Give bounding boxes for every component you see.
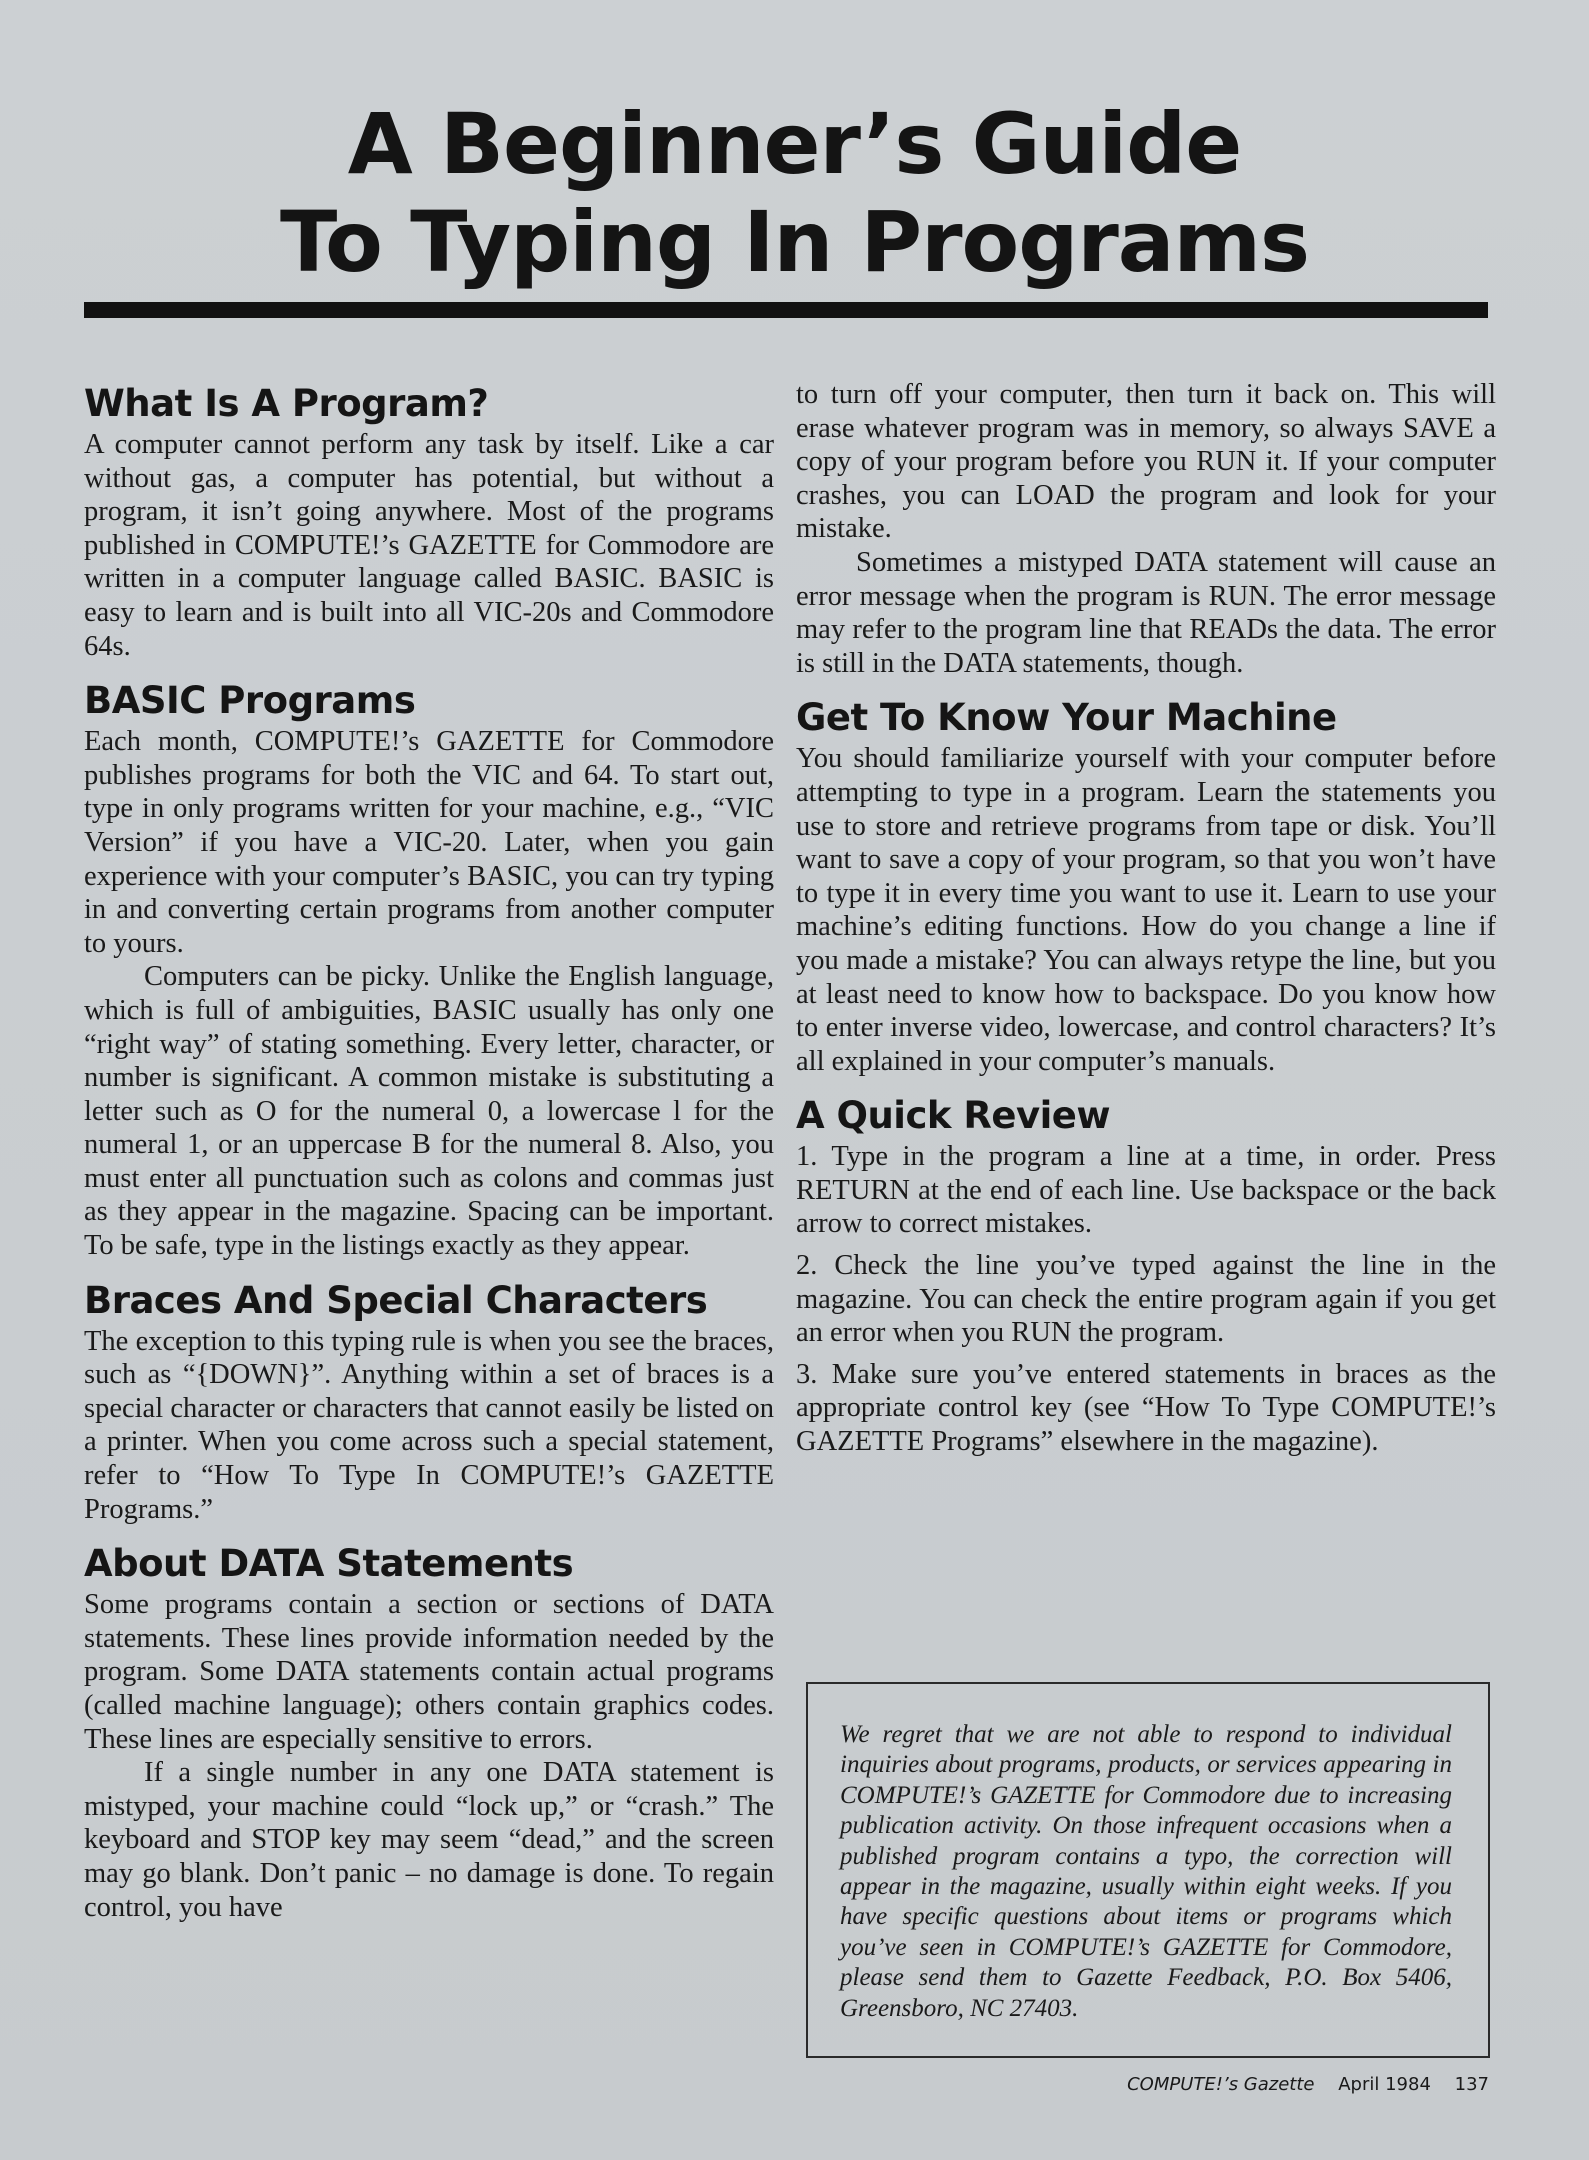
heading-know-your-machine: Get To Know Your Machine (796, 696, 1337, 740)
heading-what-is-a-program: What Is A Program? (84, 382, 489, 425)
left-column (84, 380, 774, 1924)
page-title (0, 95, 1589, 291)
review-item: 3. Make sure you’ve entered statements in braces as the appropriate control key (see “How To Type COMPUTE!’s GAZETTE Programs” elsewhere in the magazine). (796, 1358, 1496, 1458)
heading-braces: Braces And Special Characters (84, 1278, 708, 1322)
notice-text: We regret that we are not able to respond to individual inquiries about programs, products, or services appearing in COMPUTE!’s GAZETTE for Commodore due to increasing publication activity. On those infrequent occasions when a published program contains a typo, the correction will appear in the magazine, usually within eight weeks. If you have specific questions about items or programs which you’ve seen in COMPUTE!’s GAZETTE for Commodore, please send them to Gazette Feedback, P.O. Box 5406, Greensboro, NC 27403. (840, 1721, 1452, 2022)
review-item: 1. Type in the program a line at a time, in order. Press RETURN at the end of each line. Use backspace or the back arrow to correct mistakes. (796, 1141, 1496, 1240)
paragraph-error-message: Sometimes a mistyped DATA statement will cause an error message when the program is RUN. The error message may refer to the program line that READs the data. The error is still in the DATA statements, though. (796, 546, 1496, 679)
notice-box (806, 1682, 1490, 2058)
title-line-2: To Typing In Programs (279, 193, 1310, 291)
paragraph-what-is-a-program: A computer cannot perform any task by itself. Like a car without gas, a computer has potential, but without a program, it isn’t going anywhere. Most of the programs published in COMPUTE!’s GAZETTE for Commodore are written in a computer language called BASIC. BASIC is easy to learn and is built into all VIC-20s and Commodore 64s. (84, 429, 774, 662)
heading-basic-programs: BASIC Programs (84, 679, 416, 723)
paragraph-computers-picky: Computers can be picky. Unlike the English language, which is full of ambiguities, BASIC usually has only one “right way” of stating something. Every letter, character, or number is significant. A common mistake is substituting a letter such as O for the numeral 0, a lowercase l for the numeral 1, or an uppercase B for the numeral 8. Also, you must enter all punctuation such as colons and commas just as they appear in the magazine. Spacing can be important. To be safe, type in the listings exactly as they appear. (84, 961, 774, 1262)
page-footer (1127, 2074, 1489, 2095)
paragraph-braces: The exception to this typing rule is when you see the braces, such as “{DOWN}”. Anything within a set of braces is a special character or characters that cannot easily be listed on a printer. When you come across such a special statement, refer to “How To Type In COMPUTE!’s GAZETTE Programs.” (84, 1325, 774, 1525)
paragraph-data-statements: Some programs contain a section or sections of DATA statements. These lines provide information needed by the program. Some DATA statements contain actual programs (called machine language); others contain graphics codes. These lines are especially sensitive to errors. (84, 1589, 774, 1755)
paragraph-mistyped-number: If a single number in any one DATA statement is mistyped, your machine could “lock up,” or “crash.” The keyboard and STOP key may seem “dead,” and the screen may go blank. Don’t panic – no damage is done. To regain control, you have (84, 1757, 774, 1923)
footer-page-number: 137 (1454, 2074, 1489, 2095)
paragraph-basic-programs: Each month, COMPUTE!’s GAZETTE for Commodore publishes programs for both the VIC and 64. To start out, type in only programs written for your machine, e.g., “VIC Version” if you have a VIC-20. Later, when you gain experience with your computer’s BASIC, you can try typing in and converting certain programs from another computer to yours. (84, 726, 774, 959)
review-item: 2. Check the line you’ve typed against the line in the magazine. You can check the entire program again if you get an error when you RUN the program. (796, 1250, 1496, 1349)
footer-date: April 1984 (1338, 2074, 1431, 2095)
title-line-1: A Beginner’s Guide (347, 95, 1242, 193)
right-column (796, 378, 1496, 1467)
footer-magazine: COMPUTE!’s Gazette (1127, 2074, 1315, 2095)
heading-data-statements: About DATA Statements (84, 1542, 574, 1586)
title-rule (84, 302, 1488, 318)
heading-quick-review: A Quick Review (796, 1094, 1111, 1138)
paragraph-know-your-machine: You should familiarize yourself with your computer before attempting to type in a program. Learn the statements you use to store and retrieve programs from tape or disk. You’ll want to save a copy of your program, so that you won’t have to type it in every time you want to use it. Learn to use your machine’s editing functions. How do you change a line if you made a mistake? You can always retype the line, but you at least need to know how to backspace. Do you know how to enter inverse video, lowercase, and control characters? It’s all explained in your computer’s manuals. (796, 743, 1496, 1077)
paragraph-turn-off: to turn off your computer, then turn it back on. This will erase whatever program was in memory, so always SAVE a copy of your program before you RUN it. If your computer crashes, you can LOAD the program and look for your mistake. (796, 379, 1496, 545)
